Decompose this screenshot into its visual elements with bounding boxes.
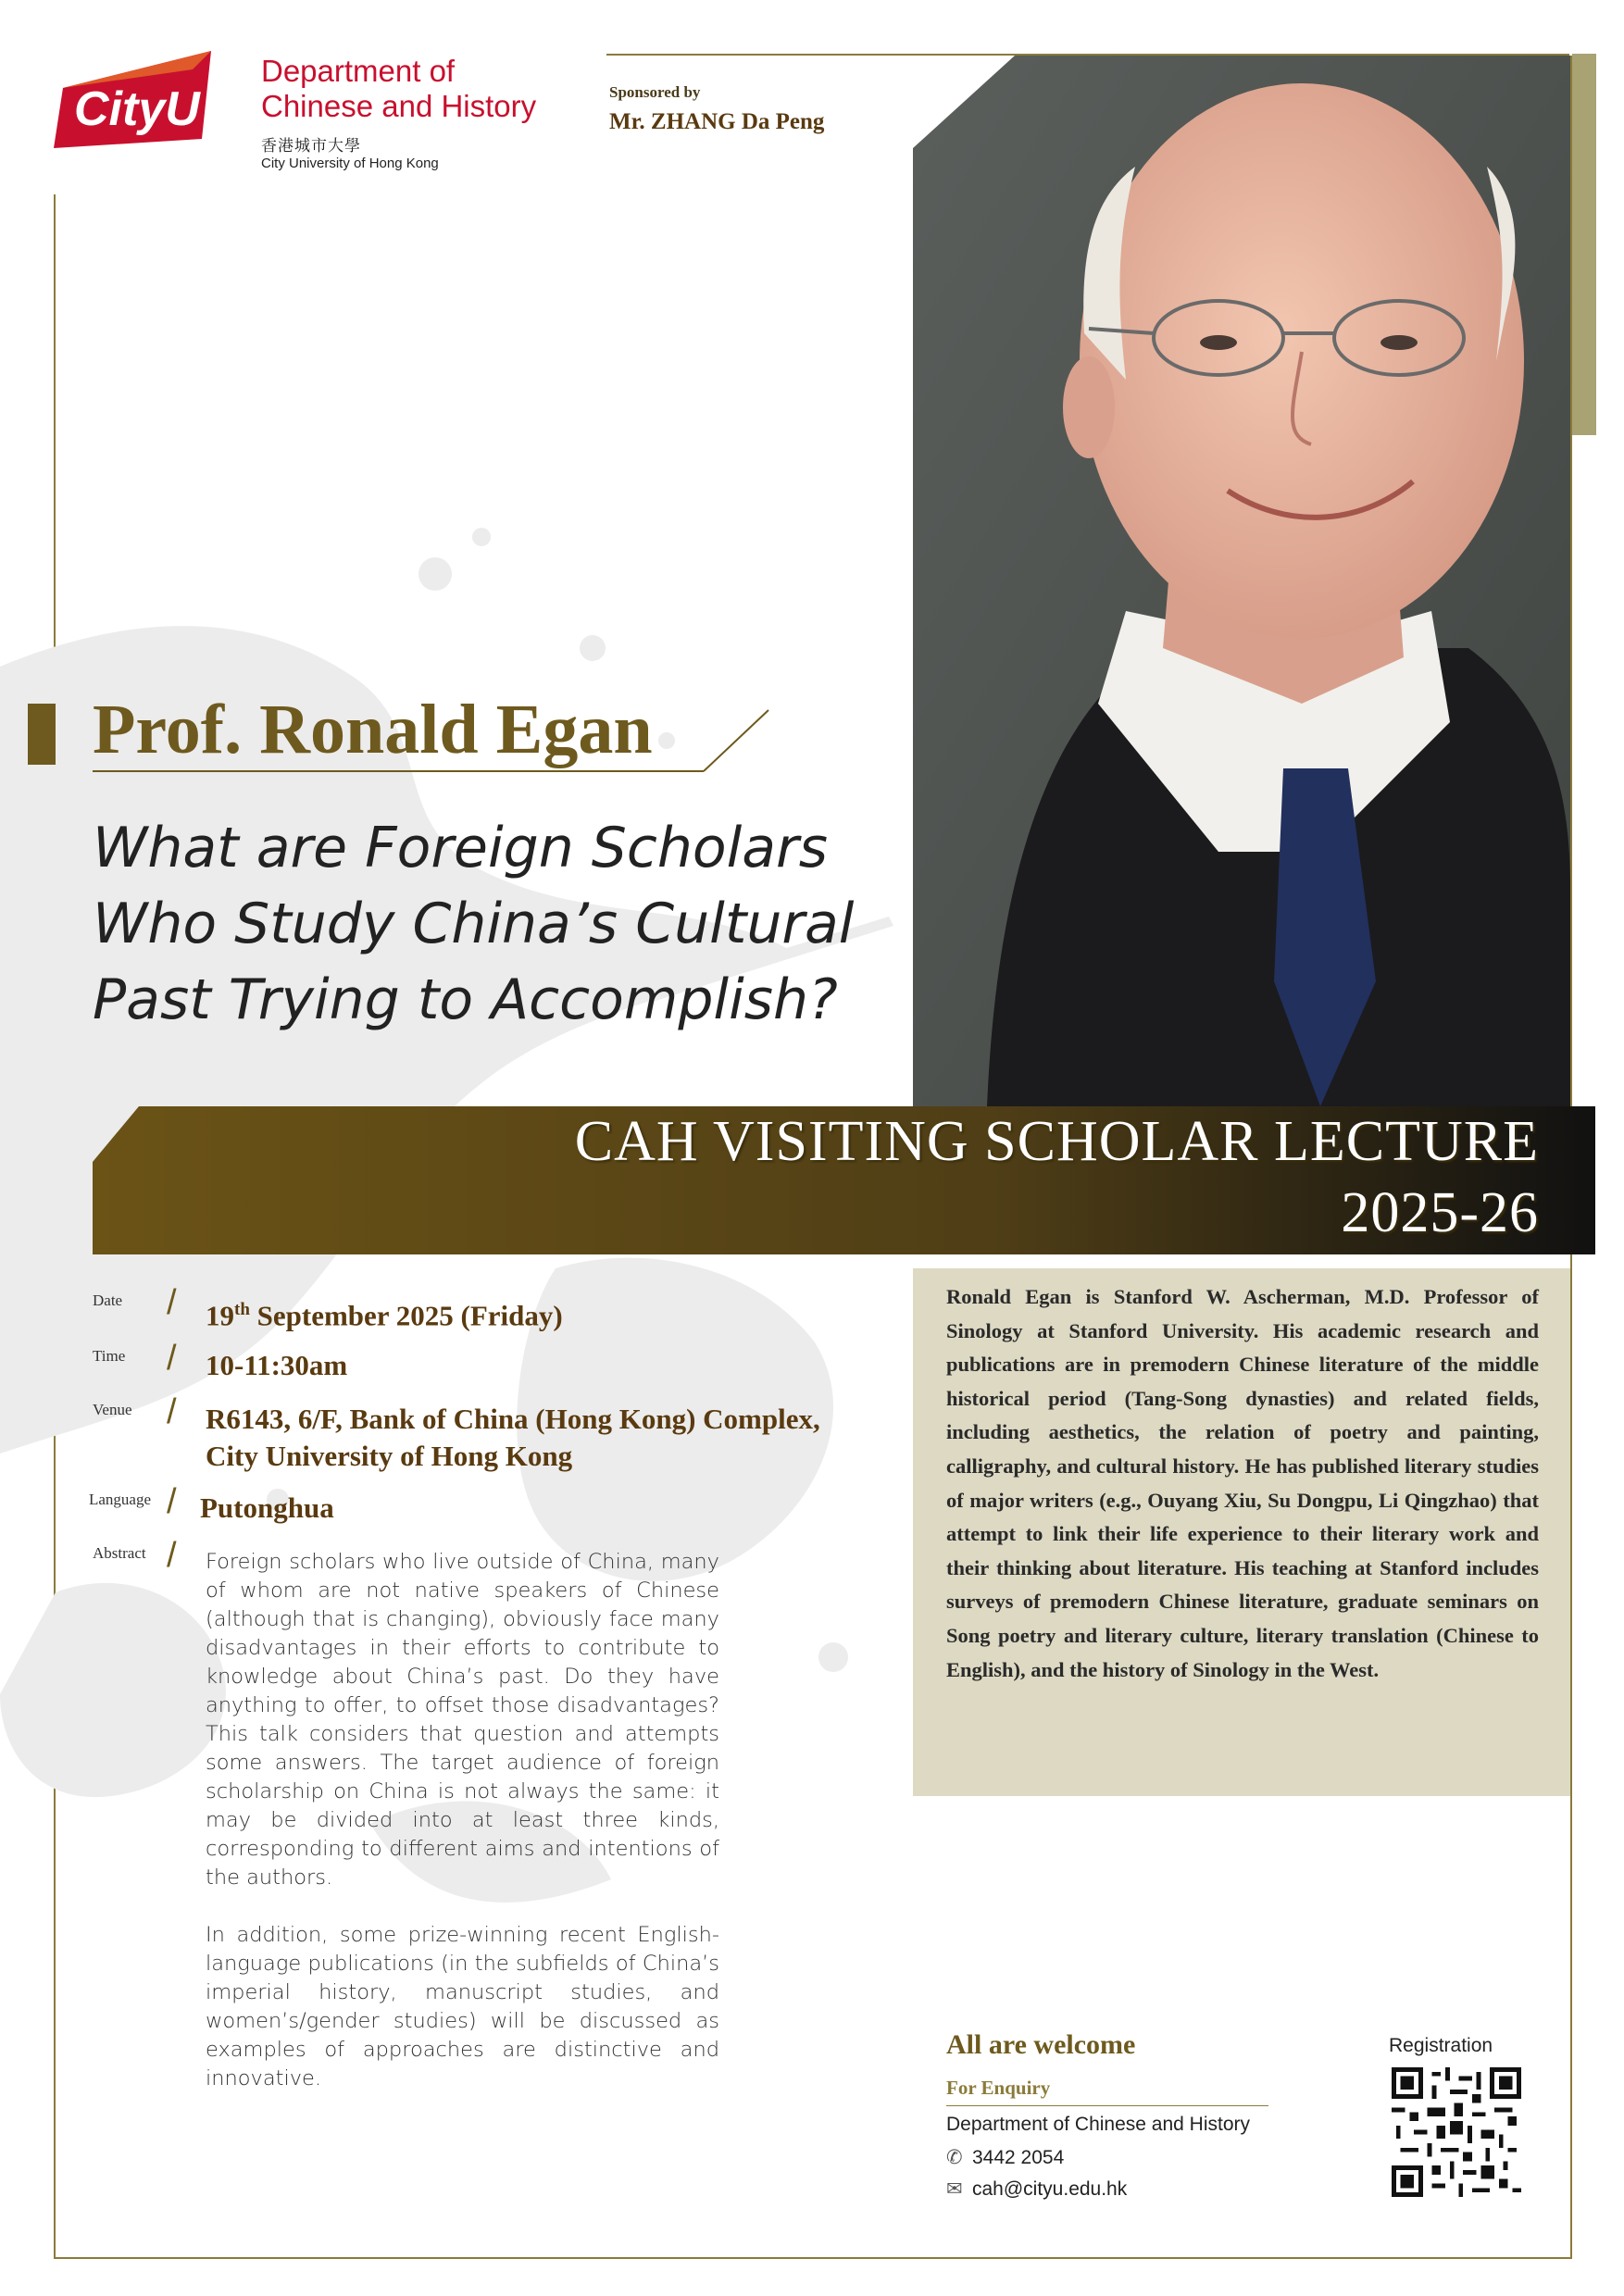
speaker-name: Prof. Ronald Egan bbox=[93, 691, 653, 768]
registration-label: Registration bbox=[1389, 2035, 1493, 2056]
language-value: Putonghua bbox=[200, 1491, 334, 1524]
registration-qr-code[interactable] bbox=[1392, 2067, 1521, 2197]
venue-line-2: City University of Hong Kong bbox=[206, 1440, 573, 1472]
abstract-slash: / bbox=[167, 1536, 177, 1575]
abstract-text bbox=[206, 1548, 719, 2122]
name-slash-accent bbox=[699, 708, 773, 773]
abstract-paragraph-2: In addition, some prize-winning recent English-language publications (in the subfields of China’s imperial history, manuscript studies, and women’s/gender studies) will be discussed as examples of approaches are distinctive and innovative. bbox=[206, 1923, 719, 2090]
cityu-logo bbox=[54, 51, 220, 153]
date-day: 19 bbox=[206, 1299, 234, 1332]
venue-line-1: R6143, 6/F, Bank of China (Hong Kong) Complex, bbox=[206, 1403, 820, 1435]
abstract-label: Abstract bbox=[93, 1544, 146, 1562]
sponsor-name: Mr. ZHANG Da Peng bbox=[609, 109, 825, 134]
lecture-title-line-1: What are Foreign Scholars bbox=[93, 816, 828, 880]
email-icon: ✉ bbox=[946, 2178, 963, 2200]
date-slash: / bbox=[167, 1283, 177, 1322]
enquiry-phone bbox=[946, 2146, 1064, 2169]
series-year: 2025-26 bbox=[1341, 1181, 1539, 1244]
sponsor-label: Sponsored by bbox=[609, 83, 701, 101]
university-name-english: City University of Hong Kong bbox=[261, 156, 439, 171]
language-slash: / bbox=[167, 1482, 177, 1521]
lecture-title-line-2: Who Study China’s Cultural bbox=[93, 892, 855, 956]
welcome-note: All are welcome bbox=[946, 2029, 1136, 2060]
gold-side-tab bbox=[1572, 54, 1596, 435]
date-suffix: th bbox=[234, 1300, 250, 1319]
date-label: Date bbox=[93, 1292, 123, 1309]
time-slash: / bbox=[167, 1339, 177, 1378]
frame-bottom-line bbox=[54, 2257, 1572, 2259]
lecture-title bbox=[93, 810, 907, 1038]
department-name bbox=[261, 54, 536, 124]
speaker-portrait bbox=[913, 56, 1570, 1106]
series-name: CAH VISITING SCHOLAR LECTURE bbox=[574, 1110, 1539, 1173]
phone-number[interactable]: 3442 2054 bbox=[972, 2147, 1065, 2168]
date-rest: September 2025 (Friday) bbox=[249, 1299, 563, 1332]
lecture-title-line-3: Past Trying to Accomplish? bbox=[93, 967, 838, 1032]
venue-value bbox=[206, 1401, 820, 1475]
abstract-paragraph-1: Foreign scholars who live outside of China, many of whom are not native speakers of Chinese (although that is changing), obviously face many disadvantages in their efforts to contribute to knowledge about China’s past. Do they have anything to offer, to offset those disadvantages? This talk considers that question and attempts some answers. The target audience of foreign scholarship on China is not always the same: it may be divided into at least three kinds, corresponding to different aims and intentions of the authors. bbox=[206, 1550, 719, 1890]
name-accent-bar bbox=[28, 704, 56, 765]
date-value bbox=[206, 1292, 563, 1334]
enquiry-label: For Enquiry bbox=[946, 2077, 1051, 2099]
venue-label: Venue bbox=[93, 1401, 132, 1418]
language-label: Language bbox=[89, 1491, 152, 1508]
logo-text: CityU bbox=[74, 82, 200, 136]
speaker-bio: Ronald Egan is Stanford W. Ascherman, M.D. Professor of Sinology at Stanford University. His academic research and publications are in premodern Chinese literature of the middle historical period (Tang-Song dynasties) and related fields, including aesthetics, the relation of poetry and painting, calligraphy, and cultural history. He has published literary studies of major writers (e.g., Ouyang Xiu, Su Dongpu, Li Qingzhao) that attempt to link their life experience to their literary work and their thinking about literature. His teaching at Stanford includes surveys of premodern Chinese literature, graduate seminars on Song poetry and literary culture, literary translation (Chinese to English), and the history of Sinology in the West. bbox=[946, 1285, 1539, 1681]
enquiry-divider bbox=[946, 2105, 1268, 2106]
name-underline bbox=[93, 770, 704, 772]
department-line-2: Chinese and History bbox=[261, 89, 537, 123]
email-address[interactable]: cah@cityu.edu.hk bbox=[972, 2178, 1128, 2200]
phone-icon: ✆ bbox=[946, 2147, 963, 2168]
enquiry-department: Department of Chinese and History bbox=[946, 2114, 1250, 2135]
time-value: 10-11:30am bbox=[206, 1349, 348, 1381]
university-name-chinese: 香港城市大學 bbox=[261, 137, 361, 156]
venue-slash: / bbox=[167, 1392, 177, 1431]
time-label: Time bbox=[93, 1347, 126, 1365]
department-line-1: Department of bbox=[261, 54, 456, 88]
enquiry-email bbox=[946, 2177, 1127, 2201]
